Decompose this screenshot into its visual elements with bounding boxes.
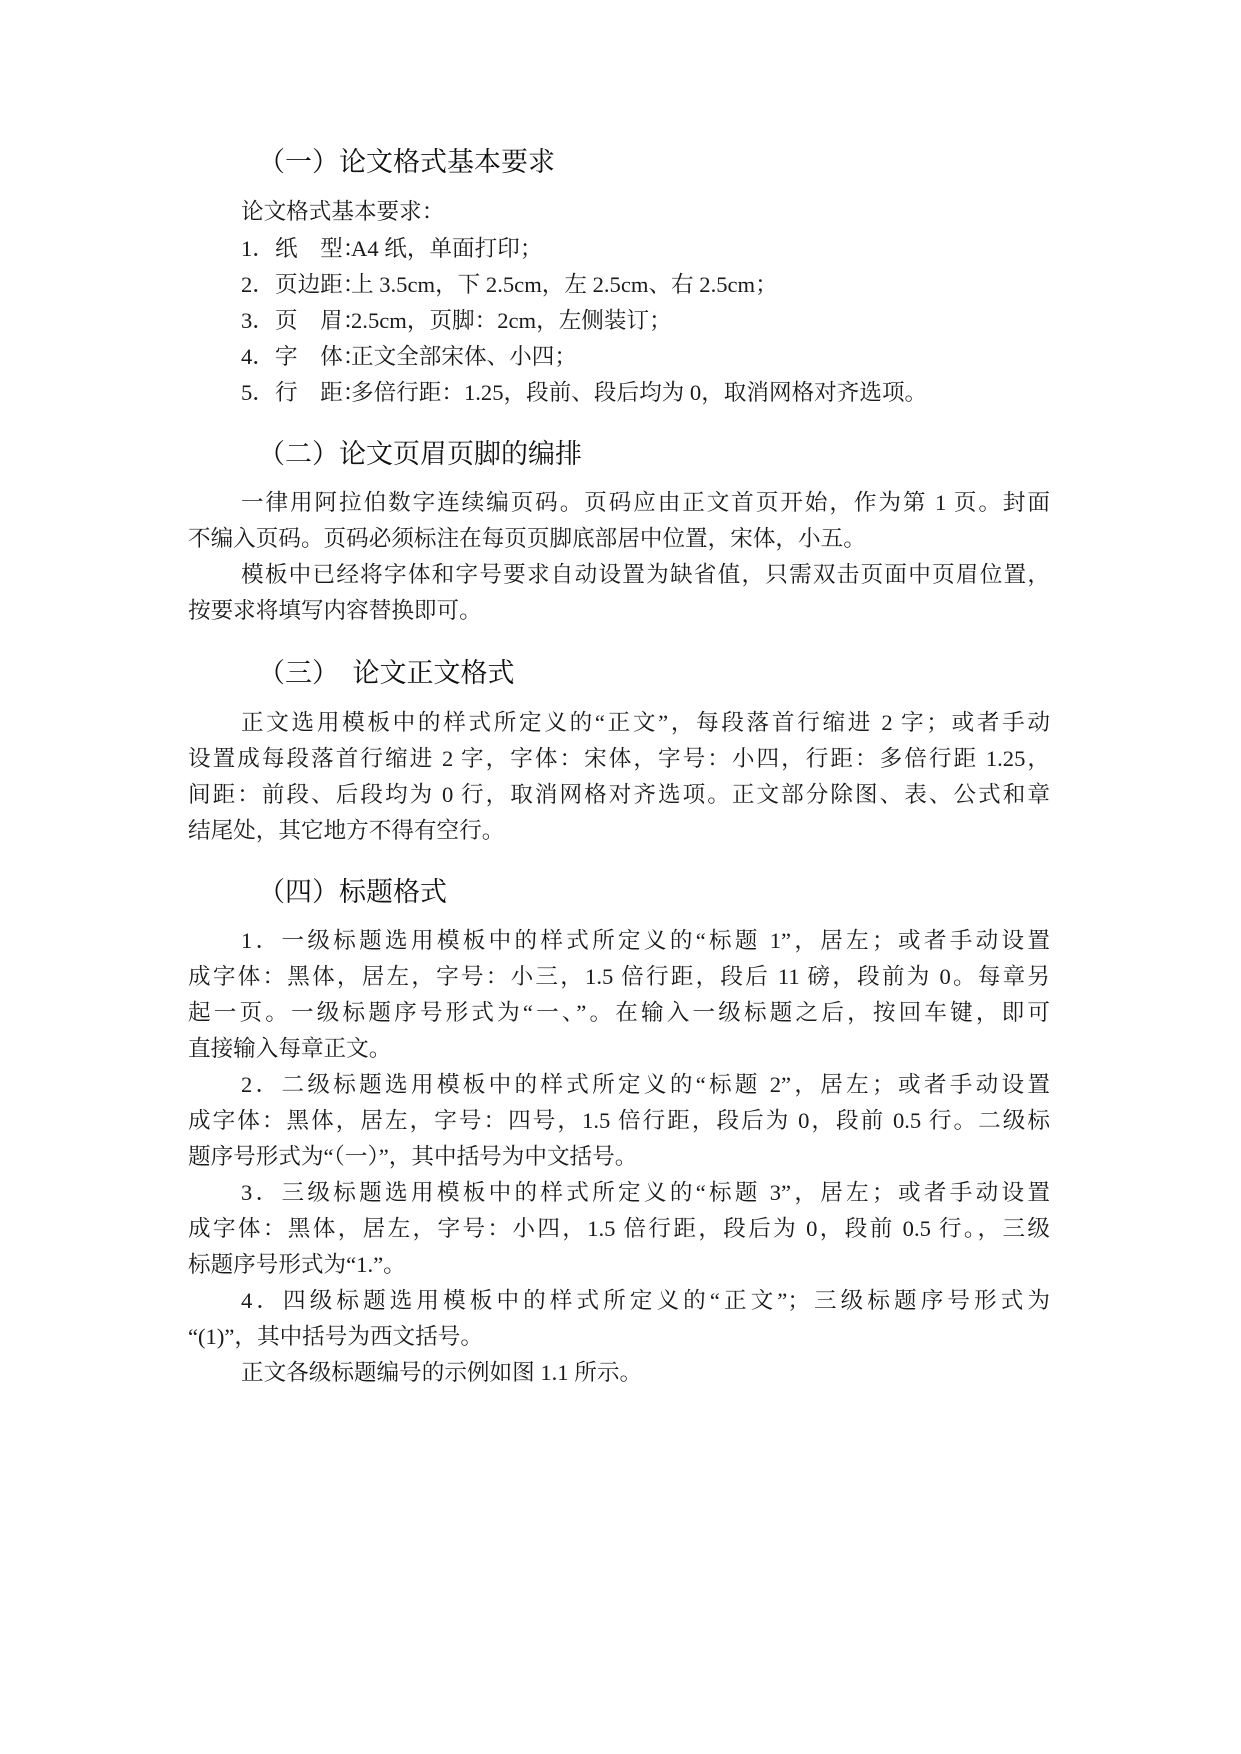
paragraph-line: 3．三级标题选用模板中的样式所定义的“标题 3”，居左；或者手动设置 — [241, 1180, 1050, 1205]
section-heading-3: （三） 论文正文格式 — [258, 658, 515, 689]
item-number: 5． — [241, 380, 275, 405]
item-label: 行 距： — [275, 380, 366, 405]
paragraph-line: 4．四级标题选用模板中的样式所定义的“正文”；三级标题序号形式为 — [241, 1288, 1050, 1313]
item-label: 字 体： — [275, 344, 366, 369]
item-number: 4． — [241, 344, 275, 369]
format-item — [241, 378, 927, 408]
paragraph-line: 间距：前段、后段均为 0 行，取消网格对齐选项。正文部分除图、表、公式和章 — [188, 782, 1050, 807]
section-heading-2: （二）论文页眉页脚的编排 — [258, 439, 582, 470]
item-number: 2． — [241, 272, 275, 297]
format-item — [241, 270, 778, 300]
item-text: 2.5cm，页脚：2cm，左侧装订； — [351, 308, 672, 333]
paragraph-line: 直接输入每章正文。 — [188, 1036, 392, 1061]
item-label: 页 眉： — [275, 308, 366, 333]
paragraph-line: 正文选用模板中的样式所定义的“正文”，每段落首行缩进 2 字；或者手动 — [241, 710, 1050, 735]
section-1-intro: 论文格式基本要求： — [241, 199, 445, 224]
format-item — [241, 234, 542, 264]
paragraph-line: “(1)”，其中括号为西文括号。 — [188, 1324, 483, 1349]
item-number: 3． — [241, 308, 275, 333]
paragraph-line: 起一页。一级标题序号形式为“一、”。在输入一级标题之后，按回车键，即可 — [188, 1000, 1050, 1025]
paragraph-line: 设置成每段落首行缩进 2 字，字体：宋体，字号：小四，行距：多倍行距 1.25， — [188, 746, 1050, 771]
paragraph-line: 模板中已经将字体和字号要求自动设置为缺省值，只需双击页面中页眉位置， — [241, 562, 1050, 587]
item-text: A4 纸，单面打印； — [351, 236, 543, 261]
item-label: 纸 型： — [275, 236, 366, 261]
paragraph-line: 2．二级标题选用模板中的样式所定义的“标题 2”，居左；或者手动设置 — [241, 1072, 1050, 1097]
format-item — [241, 342, 577, 372]
paragraph-line: 1．一级标题选用模板中的样式所定义的“标题 1”，居左；或者手动设置 — [241, 928, 1050, 953]
item-text: 正文全部宋体、小四； — [351, 344, 577, 369]
item-text: 多倍行距：1.25，段前、段后均为 0，取消网格对齐选项。 — [351, 380, 928, 405]
paragraph-line: 正文各级标题编号的示例如图 1.1 所示。 — [241, 1360, 643, 1385]
paragraph-line: 一律用阿拉伯数字连续编页码。页码应由正文首页开始，作为第 1 页。封面 — [241, 490, 1050, 515]
paragraph-line: 结尾处，其它地方不得有空行。 — [188, 818, 505, 843]
item-text: 上 3.5cm，下 2.5cm，左 2.5cm、右 2.5cm； — [351, 272, 778, 297]
paragraph-line: 按要求将填写内容替换即可。 — [188, 598, 482, 623]
section-heading-4: （四）标题格式 — [258, 877, 447, 908]
paragraph-line: 成字体：黑体，居左，字号：四号，1.5 倍行距，段后为 0，段前 0.5 行。二级标 — [188, 1108, 1050, 1133]
paragraph-line: 标题序号形式为“1.”。 — [188, 1252, 406, 1277]
item-number: 1． — [241, 236, 275, 261]
paragraph-line: 成字体：黑体，居左，字号：小三，1.5 倍行距，段后 11 磅，段前为 0。每章另 — [188, 964, 1050, 989]
item-label: 页边距： — [275, 272, 366, 297]
section-heading-1: （一）论文格式基本要求 — [258, 147, 555, 178]
paragraph-line: 成字体：黑体，居左，字号：小四，1.5 倍行距，段后为 0，段前 0.5 行。，三级 — [188, 1216, 1050, 1241]
format-item — [241, 306, 672, 336]
paragraph-line: 题序号形式为“（一）”，其中括号为中文括号。 — [188, 1144, 638, 1169]
paragraph-line: 不编入页码。页码必须标注在每页页脚底部居中位置，宋体，小五。 — [188, 526, 866, 551]
